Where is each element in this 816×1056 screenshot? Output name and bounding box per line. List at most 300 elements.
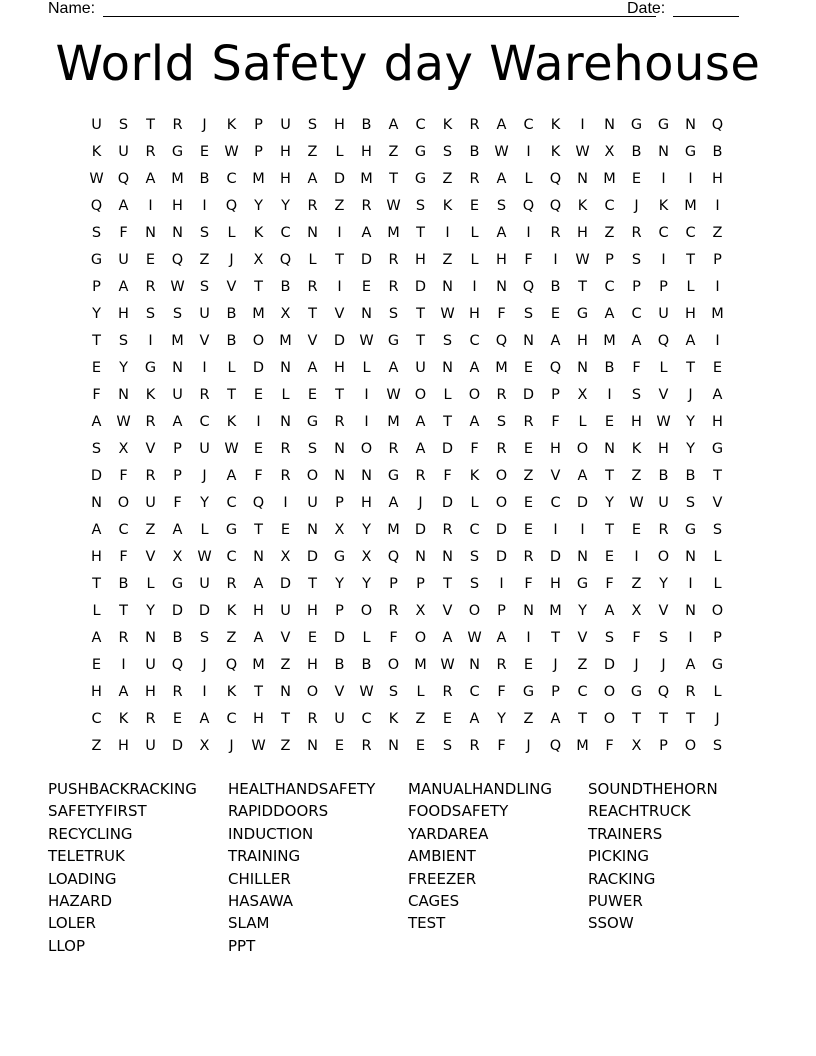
grid-letter: W (224, 144, 239, 160)
grid-letter: Z (631, 576, 642, 592)
grid-letter: H (253, 711, 264, 727)
grid-letter: H (550, 576, 561, 592)
grid-letter: T (335, 387, 344, 403)
grid-letter: A (91, 630, 102, 646)
grid-letter: A (550, 333, 561, 349)
grid-letter: T (389, 171, 398, 187)
grid-letter: W (494, 144, 509, 160)
grid-letter: G (684, 522, 697, 538)
grid-letter: N (307, 225, 318, 241)
name-field-line[interactable] (103, 16, 656, 17)
grid-letter: S (469, 549, 480, 565)
grid-letter: R (172, 684, 183, 700)
grid-letter: D (171, 738, 184, 754)
grid-letter: I (715, 333, 720, 349)
grid-letter: F (92, 387, 101, 403)
grid-letter: Z (577, 657, 588, 673)
grid-letter: T (416, 225, 425, 241)
grid-letter: R (442, 522, 453, 538)
grid-letter: R (550, 225, 561, 241)
grid-letter: R (280, 441, 291, 457)
grid-letter: G (144, 360, 157, 376)
grid-letter: Z (631, 468, 642, 484)
grid-letter: V (280, 630, 291, 646)
grid-letter: X (253, 252, 264, 268)
word-list-item: LOLER (48, 914, 96, 933)
grid-letter: B (280, 279, 291, 295)
grid-letter: F (173, 495, 182, 511)
grid-letter: H (172, 198, 183, 214)
grid-letter: G (630, 684, 643, 700)
grid-letter: C (226, 549, 237, 565)
grid-letter: B (226, 333, 237, 349)
grid-letter: I (499, 576, 504, 592)
grid-letter: V (658, 387, 669, 403)
grid-letter: H (361, 495, 372, 511)
grid-letter: E (604, 414, 615, 430)
grid-letter: M (576, 738, 589, 754)
grid-letter: A (577, 468, 588, 484)
grid-letter: I (202, 198, 207, 214)
grid-letter: O (603, 684, 616, 700)
grid-letter: N (145, 225, 156, 241)
grid-letter: I (472, 279, 477, 295)
grid-letter: M (387, 414, 400, 430)
grid-letter: V (145, 549, 156, 565)
grid-letter: P (389, 576, 398, 592)
grid-row (83, 139, 731, 166)
grid-letter: M (684, 198, 697, 214)
grid-letter: V (334, 684, 345, 700)
grid-letter: N (415, 549, 426, 565)
grid-letter: A (496, 171, 507, 187)
grid-letter: A (91, 522, 102, 538)
grid-letter: Q (549, 171, 562, 187)
grid-letter: D (198, 603, 211, 619)
grid-letter: H (307, 657, 318, 673)
grid-letter: F (524, 576, 533, 592)
grid-letter: C (631, 306, 642, 322)
grid-letter: E (415, 738, 426, 754)
grid-letter: T (254, 522, 263, 538)
grid-letter: Y (119, 360, 128, 376)
grid-letter: W (629, 495, 644, 511)
grid-letter: O (684, 738, 697, 754)
grid-letter: Y (605, 495, 614, 511)
grid-letter: I (121, 657, 126, 673)
grid-letter: P (713, 252, 722, 268)
grid-letter: A (496, 117, 507, 133)
grid-letter: J (661, 657, 666, 673)
grid-letter: T (281, 711, 290, 727)
grid-letter: D (576, 495, 589, 511)
grid-letter: O (414, 387, 427, 403)
grid-letter: I (283, 495, 288, 511)
grid-letter: E (604, 549, 615, 565)
grid-letter: B (550, 279, 561, 295)
word-list-item: FOODSAFETY (408, 802, 509, 821)
grid-letter: L (659, 360, 668, 376)
grid-letter: S (631, 387, 642, 403)
grid-letter: M (252, 171, 265, 187)
grid-letter: N (280, 684, 291, 700)
word-list-item: CHILLER (228, 869, 291, 888)
grid-letter: P (659, 738, 668, 754)
grid-letter: W (197, 549, 212, 565)
grid-letter: N (604, 441, 615, 457)
word-column (228, 778, 408, 957)
grid-letter: X (334, 522, 345, 538)
grid-letter: M (549, 603, 562, 619)
grid-letter: E (523, 657, 534, 673)
grid-letter: A (442, 630, 453, 646)
grid-letter: S (199, 279, 210, 295)
grid-letter: Z (523, 711, 534, 727)
grid-letter: F (632, 360, 641, 376)
grid-letter: D (171, 603, 184, 619)
grid-letter: C (469, 684, 480, 700)
grid-letter: I (553, 522, 558, 538)
grid-letter: B (469, 144, 480, 160)
grid-letter: W (656, 414, 671, 430)
grid-letter: J (634, 198, 639, 214)
grid-row (83, 193, 731, 220)
grid-letter: A (145, 171, 156, 187)
grid-letter: Q (252, 495, 265, 511)
grid-letter: D (333, 333, 346, 349)
grid-letter: M (252, 657, 265, 673)
grid-letter: U (172, 387, 183, 403)
grid-letter: S (658, 630, 669, 646)
grid-letter: P (254, 117, 263, 133)
grid-letter: T (659, 711, 668, 727)
grid-letter: E (550, 306, 561, 322)
grid-letter: Z (280, 738, 291, 754)
grid-letter: A (172, 414, 183, 430)
grid-letter: E (523, 441, 534, 457)
grid-row (83, 355, 731, 382)
grid-row (83, 517, 731, 544)
grid-letter: S (523, 306, 534, 322)
grid-letter: G (171, 144, 184, 160)
grid-letter: J (688, 387, 693, 403)
grid-letter: L (524, 171, 533, 187)
grid-letter: I (580, 117, 585, 133)
grid-letter: Z (442, 171, 453, 187)
grid-letter: N (388, 738, 399, 754)
grid-letter: N (442, 279, 453, 295)
grid-letter: N (577, 171, 588, 187)
grid-letter: M (171, 333, 184, 349)
grid-letter: K (658, 198, 669, 214)
grid-letter: N (280, 360, 291, 376)
grid-letter: R (523, 414, 534, 430)
letter-grid (83, 112, 731, 760)
grid-letter: O (468, 603, 481, 619)
grid-letter: J (229, 252, 234, 268)
grid-letter: D (549, 549, 562, 565)
grid-letter: J (202, 117, 207, 133)
grid-letter: H (577, 225, 588, 241)
grid-letter: I (526, 630, 531, 646)
grid-letter: Q (549, 738, 562, 754)
grid-letter: G (711, 657, 724, 673)
grid-letter: H (469, 306, 480, 322)
grid-letter: Q (225, 657, 238, 673)
grid-letter: D (603, 657, 616, 673)
name-label: Name: (48, 0, 96, 17)
grid-letter: G (657, 117, 670, 133)
grid-letter: N (523, 603, 534, 619)
word-list-item: TRAINING (228, 847, 301, 866)
grid-letter: P (173, 441, 182, 457)
grid-letter: A (712, 387, 723, 403)
grid-letter: U (145, 495, 156, 511)
grid-letter: J (715, 711, 720, 727)
grid-letter: B (199, 171, 210, 187)
grid-letter: R (469, 117, 480, 133)
grid-letter: T (443, 414, 452, 430)
grid-letter: H (145, 684, 156, 700)
grid-letter: K (577, 198, 588, 214)
grid-letter: S (118, 117, 129, 133)
grid-row (83, 625, 731, 652)
grid-letter: M (414, 657, 427, 673)
grid-letter: D (441, 495, 454, 511)
grid-letter: E (523, 522, 534, 538)
grid-letter: L (308, 252, 317, 268)
grid-letter: K (226, 117, 237, 133)
grid-letter: I (715, 279, 720, 295)
grid-letter: N (523, 333, 534, 349)
grid-letter: W (467, 630, 482, 646)
grid-letter: F (632, 630, 641, 646)
grid-letter: P (659, 279, 668, 295)
grid-letter: G (630, 117, 643, 133)
grid-letter: W (359, 333, 374, 349)
grid-letter: E (523, 360, 534, 376)
grid-letter: R (469, 171, 480, 187)
word-column (408, 778, 588, 935)
grid-letter: C (604, 279, 615, 295)
grid-letter: O (360, 603, 373, 619)
grid-letter: X (415, 603, 426, 619)
grid-letter: G (414, 144, 427, 160)
grid-letter: M (279, 333, 292, 349)
grid-letter: I (553, 252, 558, 268)
grid-letter: K (550, 144, 561, 160)
grid-letter: T (308, 306, 317, 322)
grid-letter: H (415, 252, 426, 268)
grid-letter: W (386, 387, 401, 403)
grid-letter: V (658, 603, 669, 619)
grid-row (83, 328, 731, 355)
grid-letter: U (145, 657, 156, 673)
grid-letter: P (713, 630, 722, 646)
grid-letter: W (440, 657, 455, 673)
grid-letter: N (253, 549, 264, 565)
grid-letter: R (145, 279, 156, 295)
grid-letter: T (416, 333, 425, 349)
grid-letter: Y (659, 576, 668, 592)
grid-letter: N (442, 549, 453, 565)
grid-letter: D (414, 279, 427, 295)
grid-row (83, 301, 731, 328)
grid-letter: D (279, 576, 292, 592)
grid-letter: V (334, 306, 345, 322)
grid-letter: B (685, 468, 696, 484)
grid-letter: U (280, 117, 291, 133)
grid-letter: W (386, 198, 401, 214)
grid-letter: L (362, 630, 371, 646)
grid-letter: V (226, 279, 237, 295)
grid-letter: A (388, 360, 399, 376)
grid-letter: T (119, 603, 128, 619)
grid-row (83, 166, 731, 193)
grid-letter: B (604, 360, 615, 376)
grid-letter: E (280, 522, 291, 538)
grid-letter: S (496, 414, 507, 430)
grid-letter: G (387, 468, 400, 484)
grid-letter: N (469, 657, 480, 673)
grid-letter: H (118, 738, 129, 754)
grid-letter: P (632, 279, 641, 295)
grid-letter: M (387, 225, 400, 241)
grid-letter: W (575, 144, 590, 160)
grid-letter: T (686, 252, 695, 268)
grid-letter: B (631, 144, 642, 160)
grid-letter: G (684, 144, 697, 160)
grid-letter: I (148, 333, 153, 349)
grid-letter: J (634, 657, 639, 673)
grid-letter: R (307, 279, 318, 295)
grid-letter: T (254, 684, 263, 700)
grid-letter: L (578, 414, 587, 430)
grid-letter: L (227, 360, 236, 376)
grid-letter: N (361, 468, 372, 484)
grid-letter: H (361, 144, 372, 160)
grid-letter: I (337, 279, 342, 295)
grid-letter: F (470, 441, 479, 457)
grid-letter: T (92, 333, 101, 349)
word-list-item: PUWER (588, 892, 643, 911)
grid-letter: B (334, 657, 345, 673)
grid-row (83, 274, 731, 301)
grid-letter: A (415, 441, 426, 457)
grid-letter: R (523, 549, 534, 565)
grid-letter: T (443, 576, 452, 592)
grid-letter: R (145, 414, 156, 430)
grid-letter: T (308, 576, 317, 592)
grid-letter: E (361, 279, 372, 295)
grid-letter: P (551, 387, 560, 403)
grid-letter: U (118, 144, 129, 160)
grid-letter: N (91, 495, 102, 511)
date-field-line[interactable] (673, 16, 739, 17)
grid-letter: V (577, 630, 588, 646)
grid-letter: S (145, 306, 156, 322)
grid-letter: C (685, 225, 696, 241)
grid-letter: A (469, 711, 480, 727)
grid-letter: S (442, 738, 453, 754)
word-list-item: RECYCLING (48, 824, 133, 843)
grid-letter: S (415, 198, 426, 214)
grid-letter: K (226, 414, 237, 430)
grid-letter: A (199, 711, 210, 727)
grid-letter: F (551, 414, 560, 430)
grid-letter: F (524, 252, 533, 268)
grid-letter: E (523, 495, 534, 511)
grid-letter: R (388, 441, 399, 457)
word-list-item: PUSHBACKRACKING (48, 780, 197, 798)
grid-letter: B (361, 117, 372, 133)
grid-letter: L (713, 684, 722, 700)
grid-letter: U (415, 360, 426, 376)
grid-letter: D (90, 468, 103, 484)
grid-letter: T (551, 630, 560, 646)
grid-letter: Y (281, 198, 290, 214)
grid-letter: G (171, 576, 184, 592)
grid-letter: Y (200, 495, 209, 511)
grid-letter: H (91, 549, 102, 565)
grid-letter: D (360, 252, 373, 268)
grid-letter: Z (523, 468, 534, 484)
grid-letter: U (145, 738, 156, 754)
grid-letter: E (442, 711, 453, 727)
grid-letter: H (658, 441, 669, 457)
grid-letter: S (91, 225, 102, 241)
grid-letter: C (469, 522, 480, 538)
grid-letter: I (526, 144, 531, 160)
word-list-item: RAPIDDOORS (228, 802, 329, 821)
grid-letter: H (280, 144, 291, 160)
grid-letter: B (118, 576, 129, 592)
grid-letter: Y (335, 576, 344, 592)
grid-row (83, 706, 731, 733)
grid-letter: R (631, 225, 642, 241)
grid-letter: O (495, 495, 508, 511)
grid-letter: K (226, 603, 237, 619)
grid-letter: R (334, 414, 345, 430)
grid-letter: J (202, 468, 207, 484)
grid-letter: C (604, 198, 615, 214)
grid-letter: H (550, 441, 561, 457)
grid-letter: S (307, 441, 318, 457)
word-list-item: HAZARD (48, 892, 113, 911)
grid-letter: A (496, 630, 507, 646)
word-list-item: MANUALHANDLING (408, 780, 552, 798)
grid-letter: Z (145, 522, 156, 538)
grid-letter: A (550, 711, 561, 727)
grid-letter: X (172, 549, 183, 565)
grid-letter: R (496, 387, 507, 403)
grid-letter: Q (657, 684, 670, 700)
grid-letter: F (254, 468, 263, 484)
grid-letter: M (711, 306, 724, 322)
grid-letter: T (605, 468, 614, 484)
grid-letter: Q (549, 360, 562, 376)
grid-letter: U (658, 495, 669, 511)
word-list-item: FREEZER (408, 869, 477, 888)
grid-letter: E (199, 144, 210, 160)
grid-letter: Q (387, 549, 400, 565)
grid-letter: H (334, 360, 345, 376)
grid-letter: I (661, 171, 666, 187)
grid-letter: L (470, 252, 479, 268)
grid-letter: S (712, 522, 723, 538)
grid-letter: T (632, 711, 641, 727)
grid-letter: S (388, 684, 399, 700)
